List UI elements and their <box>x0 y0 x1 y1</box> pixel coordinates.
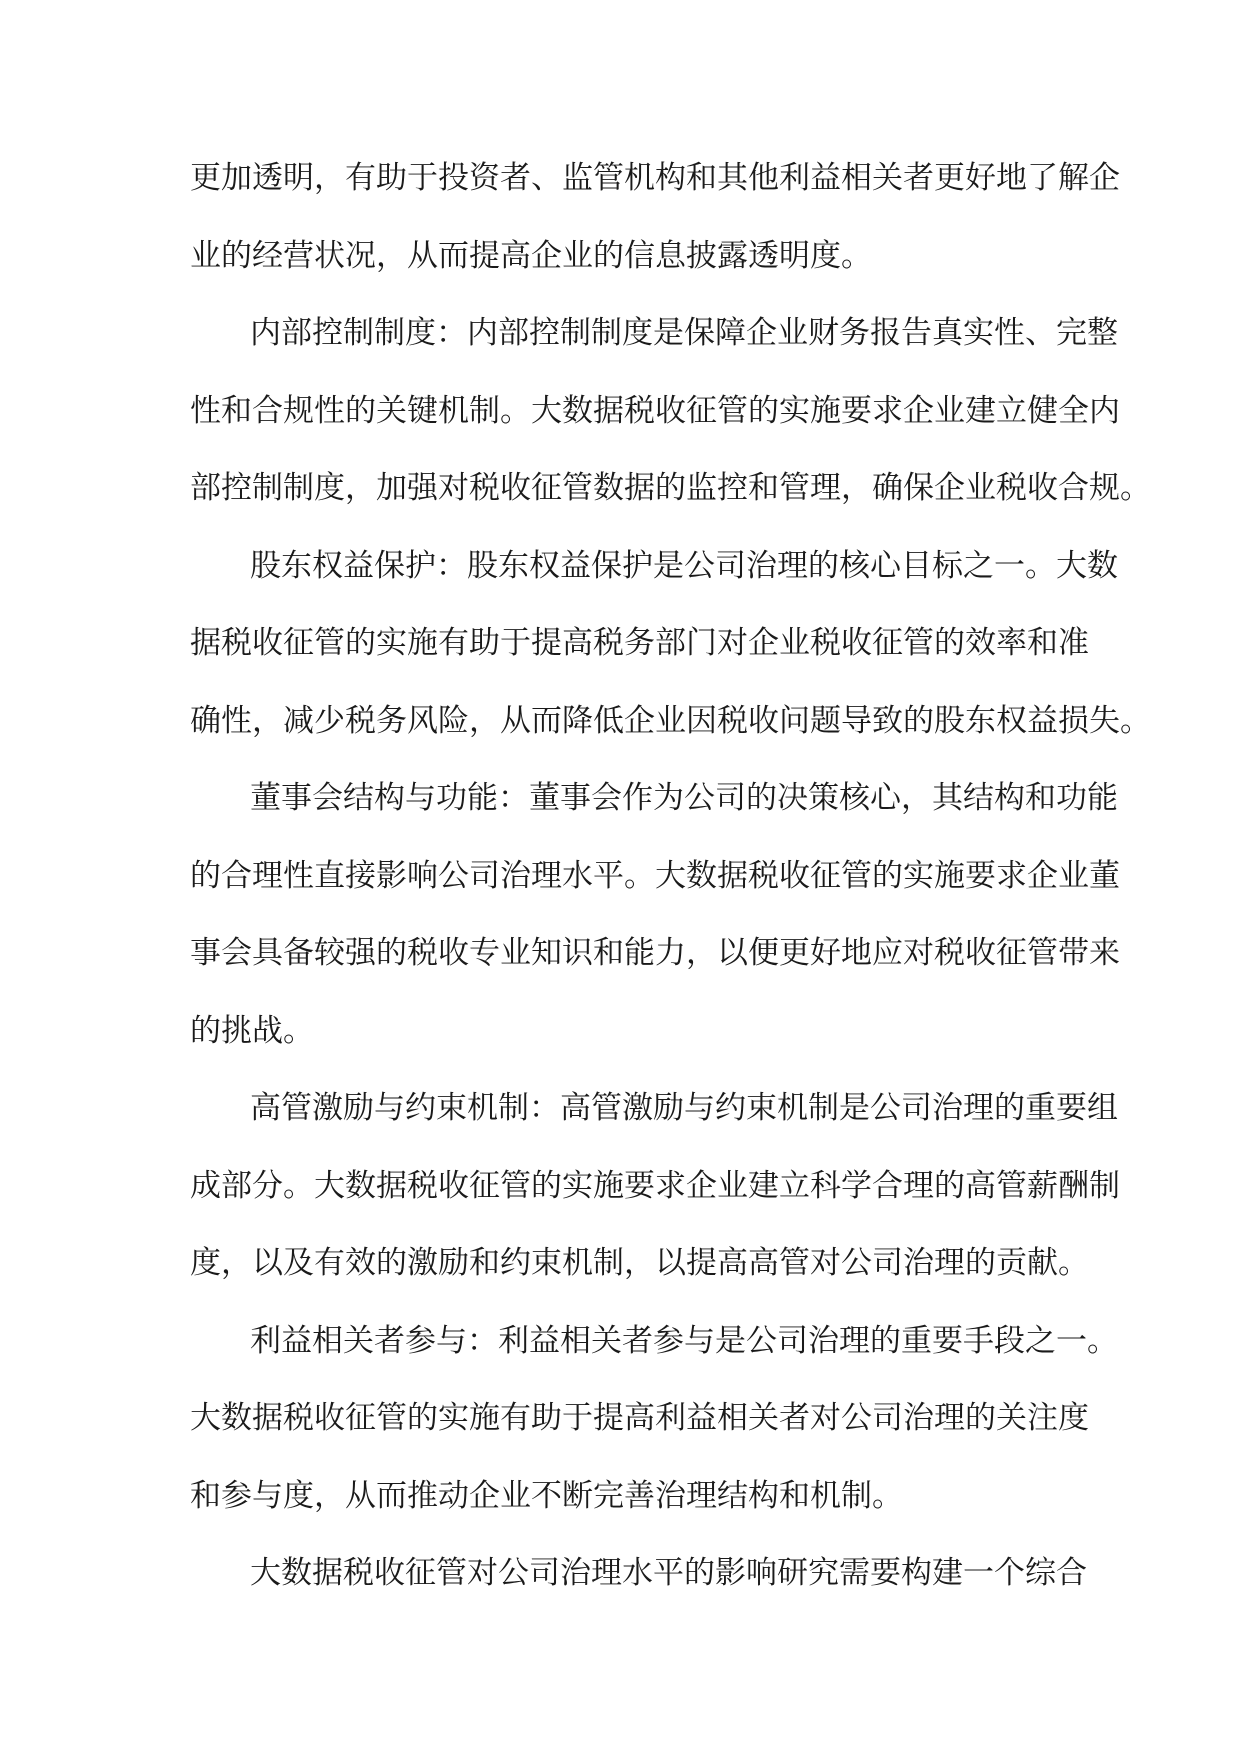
text-line: 业的经营状况，从而提高企业的信息披露透明度。 <box>190 237 872 274</box>
text-line: 部控制制度，加强对税收征管数据的监控和管理，确保企业税收合规。 <box>190 470 1151 506</box>
text-line: 性和合规性的关键机制。大数据税收征管的实施要求企业建立健全内 <box>190 392 1120 429</box>
text-line: 成部分。大数据税收征管的实施要求企业建立科学合理的高管薪酬制 <box>190 1167 1120 1204</box>
text-line: 更加透明，有助于投资者、监管机构和其他利益相关者更好地了解企 <box>190 160 1120 196</box>
text-line: 事会具备较强的税收专业知识和能力，以便更好地应对税收征管带来 <box>190 935 1120 971</box>
paragraph-start-line: 高管激励与约束机制：高管激励与约束机制是公司治理的重要组 <box>250 1090 1118 1126</box>
text-line: 大数据税收征管的实施有助于提高利益相关者对公司治理的关注度 <box>190 1400 1089 1436</box>
paragraph-start-line: 内部控制制度：内部控制制度是保障企业财务报告真实性、完整 <box>250 315 1118 351</box>
paragraph-start-line: 利益相关者参与：利益相关者参与是公司治理的重要手段之一。 <box>250 1322 1118 1359</box>
document-body <box>190 140 1151 1613</box>
paragraph-start-line: 股东权益保护：股东权益保护是公司治理的核心目标之一。大数 <box>250 547 1118 584</box>
text-line: 度，以及有效的激励和约束机制，以提高高管对公司治理的贡献。 <box>190 1245 1089 1281</box>
text-line: 的挑战。 <box>190 1012 314 1049</box>
text-line: 的合理性直接影响公司治理水平。大数据税收征管的实施要求企业董 <box>190 857 1120 894</box>
paragraph-start-line: 大数据税收征管对公司治理水平的影响研究需要构建一个综合 <box>250 1555 1087 1591</box>
text-line: 和参与度，从而推动企业不断完善治理结构和机制。 <box>190 1477 903 1514</box>
text-line: 据税收征管的实施有助于提高税务部门对企业税收征管的效率和准 <box>190 625 1089 661</box>
text-line: 确性，减少税务风险，从而降低企业因税收问题导致的股东权益损失。 <box>190 702 1151 739</box>
paragraph-start-line: 董事会结构与功能：董事会作为公司的决策核心，其结构和功能 <box>250 780 1118 816</box>
